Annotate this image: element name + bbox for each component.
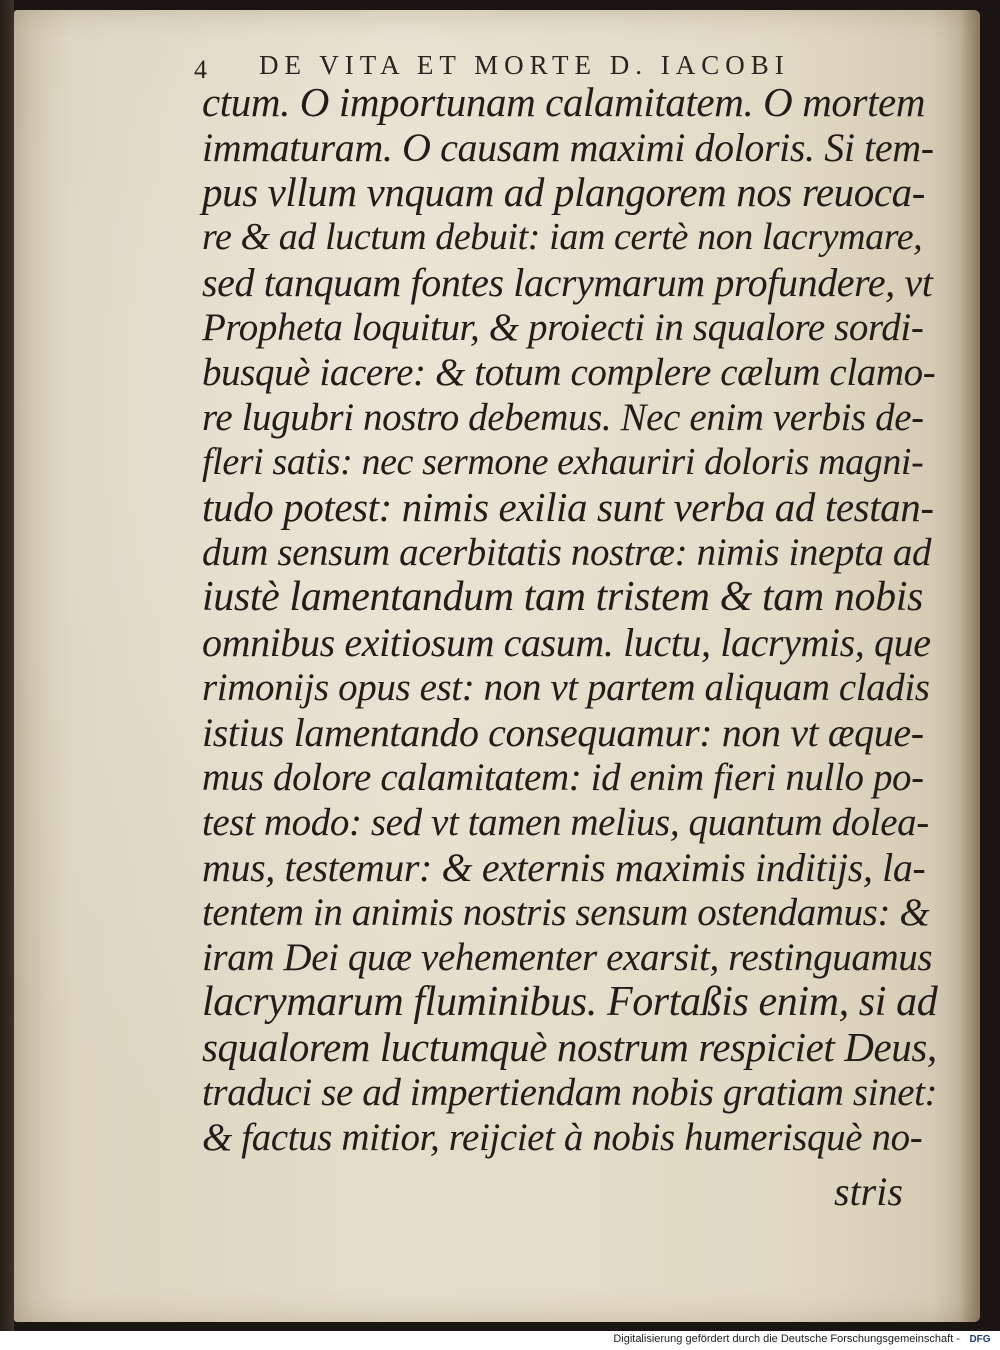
text-line: tudo potest: nimis exilia sunt verba ad testan- bbox=[202, 484, 934, 530]
text-line: iram Dei quæ vehementer exarsit, restinguamus bbox=[202, 936, 933, 979]
catchword: stris bbox=[834, 1169, 903, 1214]
text-line: busquè iacere: & totum complere cælum clamo- bbox=[202, 351, 936, 394]
footer-bar bbox=[0, 1331, 1000, 1350]
text-line: test modo: sed vt tamen melius, quantum dolea- bbox=[202, 801, 929, 844]
text-line: dum sensum acerbitatis nostræ: nimis inepta ad bbox=[202, 531, 932, 574]
text-line: fleri satis: nec sermone exhauriri doloris magni- bbox=[202, 441, 924, 483]
text-line: pus vllum vnquam ad plangorem nos reuoca- bbox=[202, 169, 926, 215]
text-line: sed tanquam fontes lacrymarum profundere, vt bbox=[202, 260, 933, 305]
page-edge bbox=[960, 10, 980, 1322]
text-line: mus, testemur: & externis maximis inditijs, la- bbox=[202, 845, 926, 890]
text-line: re & ad luctum debuit: iam certè non lacrymare, bbox=[202, 216, 923, 258]
dfg-logo-icon: DFG bbox=[966, 1333, 994, 1347]
text-line: mus dolore calamitatem: id enim fieri nullo po- bbox=[202, 756, 924, 799]
text-line: traduci se ad impertiendam nobis gratiam sinet: bbox=[202, 1071, 938, 1114]
running-head: DE VITA ET MORTE D. IACOBI bbox=[259, 50, 790, 80]
text-line: tentem in animis nostris sensum ostendamus: & bbox=[202, 891, 930, 934]
text-line: rimonijs opus est: non vt partem aliquam cladis bbox=[202, 666, 930, 709]
text-line: squalorem luctumquè nostrum respiciet Deus, bbox=[202, 1024, 937, 1070]
body-text bbox=[202, 80, 937, 1160]
text-line: iustè lamentandum tam tristem & tam nobis bbox=[202, 574, 923, 620]
book-page bbox=[14, 10, 980, 1322]
text-line: istius lamentando consequamur: non vt æque- bbox=[202, 710, 924, 755]
text-line: ctum. O importunam calamitatem. O mortem bbox=[202, 79, 926, 125]
text-line: & factus mitior, reijciet à nobis humerisquè no- bbox=[202, 1116, 923, 1159]
page-number: 4 bbox=[194, 55, 207, 84]
binding-shadow bbox=[0, 0, 14, 1331]
text-line: lacrymarum fluminibus. Fortaßis enim, si ad bbox=[202, 979, 938, 1025]
text-line: omnibus exitiosum casum. luctu, lacrymis, que bbox=[202, 620, 931, 665]
text-line: immaturam. O causam maximi doloris. Si tem- bbox=[202, 125, 934, 170]
text-line: re lugubri nostro debemus. Nec enim verbis de- bbox=[202, 396, 924, 439]
text-line: Propheta loquitur, & proiecti in squalore sordi- bbox=[202, 306, 924, 349]
funding-notice: Digitalisierung gefördert durch die Deutsche Forschungsgemeinschaft - bbox=[613, 1333, 960, 1345]
